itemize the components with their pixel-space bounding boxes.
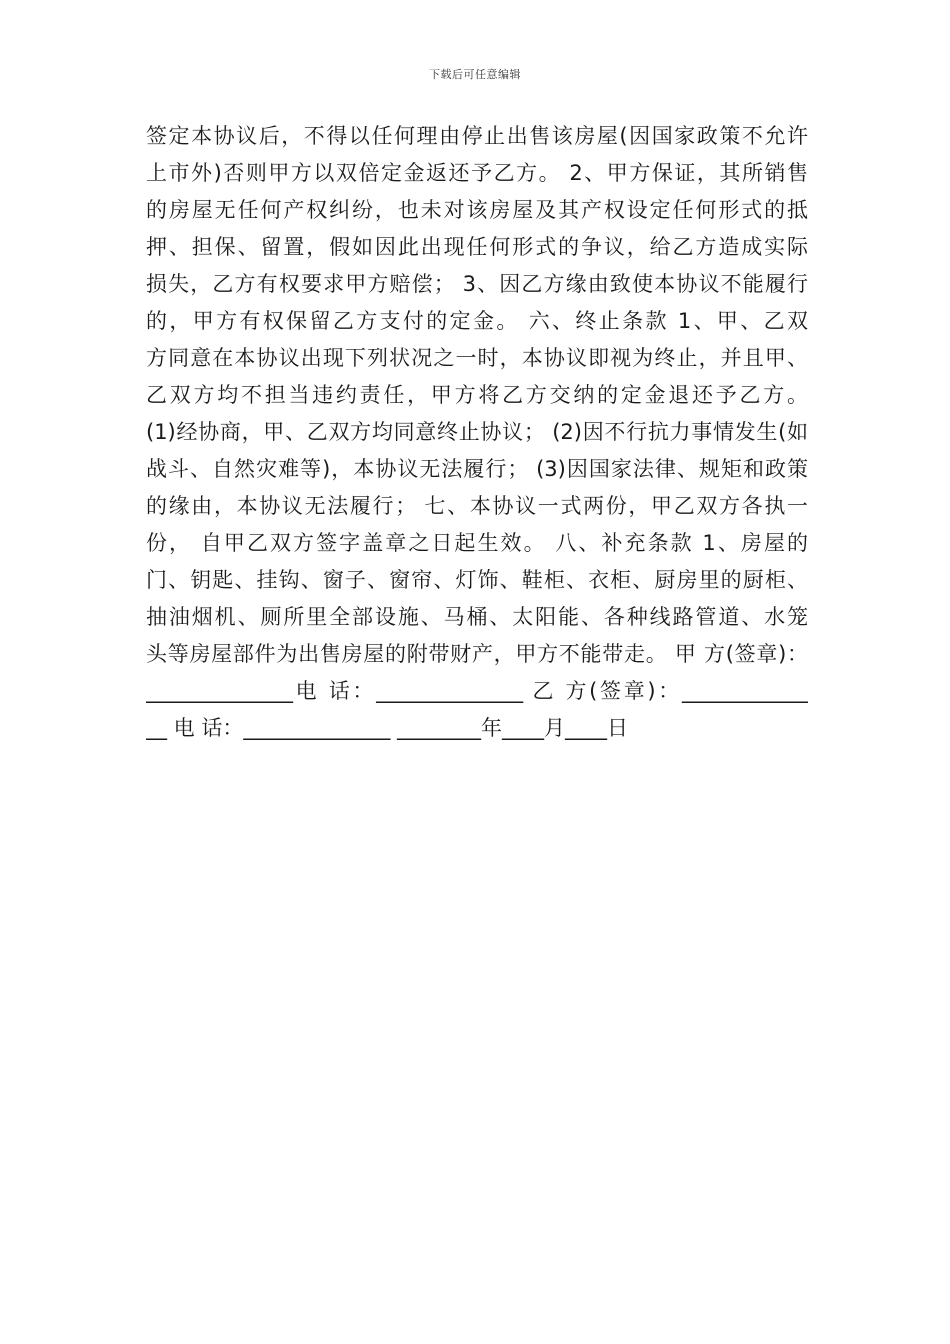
body-line: 头等房屋部件为出售房屋的附带财产，甲方不能带走。 甲 方(签章)： xyxy=(146,642,808,666)
page-header: 下载后可任意编辑 xyxy=(429,68,521,81)
body-line: 乙双方均不担当违约责任，甲方将乙方交纳的定金退还予乙方。 xyxy=(146,383,808,407)
body-line: 上市外)否则甲方以双倍定金返还予乙方。 2、甲方保证，其所销售 xyxy=(146,161,808,185)
body-line: 战斗、自然灾难等)，本协议无法履行； (3)因国家法律、规矩和政策 xyxy=(146,457,808,481)
body-line: 门、钥匙、挂钩、窗子、窗帘、灯饰、鞋柜、衣柜、厨房里的厨柜、 xyxy=(146,568,808,592)
body-line: 押、担保、留置，假如因此出现任何形式的争议，给乙方造成实际 xyxy=(146,235,808,259)
signature-line: ______________电 话：______________ 乙 方(签章)：____________ xyxy=(146,679,808,703)
body-line: 的房屋无任何产权纠纷，也未对该房屋及其产权设定任何形式的抵 xyxy=(146,198,808,222)
body-line: 损失，乙方有权要求甲方赔偿； 3、因乙方缘由致使本协议不能履行 xyxy=(146,272,808,296)
body-line: 的缘由，本协议无法履行； 七、本协议一式两份，甲乙双方各执一 xyxy=(146,494,808,518)
body-line: 份， 自甲乙双方签字盖章之日起生效。 八、补充条款 1、房屋的 xyxy=(146,531,808,555)
body-line: (1)经协商，甲、乙双方均同意终止协议； (2)因不行抗力事情发生(如 xyxy=(146,420,808,444)
body-line: 签定本协议后，不得以任何理由停止出售该房屋(因国家政策不允许 xyxy=(146,124,808,148)
document-body xyxy=(146,118,808,747)
date-line: __ 电 话：______________ ________年____月____日 xyxy=(146,716,629,740)
body-line: 方同意在本协议出现下列状况之一时，本协议即视为终止，并且甲、 xyxy=(146,346,808,370)
body-line: 抽油烟机、厕所里全部设施、马桶、太阳能、各种线路管道、水笼 xyxy=(146,605,808,629)
body-line: 的，甲方有权保留乙方支付的定金。 六、终止条款 1、甲、乙双 xyxy=(146,309,808,333)
